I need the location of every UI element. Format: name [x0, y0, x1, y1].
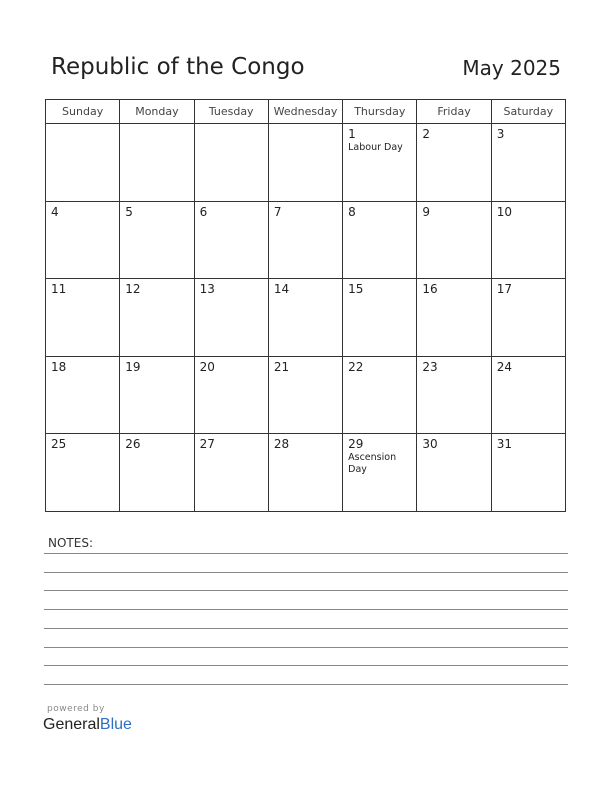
- week-row: [46, 124, 566, 202]
- holiday-label: Labour Day: [348, 142, 403, 153]
- day-number: 21: [273, 359, 290, 374]
- day-number: 11: [51, 282, 67, 297]
- empty-day-cell: [268, 124, 342, 202]
- day-cell[interactable]: [46, 434, 120, 512]
- day-cell[interactable]: [120, 434, 194, 512]
- note-line: [44, 647, 568, 648]
- day-number: 29: [348, 437, 364, 452]
- weekday-header: Sunday: [46, 100, 120, 124]
- day-cell[interactable]: [120, 201, 194, 279]
- weekday-header: Thursday: [343, 100, 417, 124]
- day-cell[interactable]: [46, 279, 120, 357]
- note-line: [44, 553, 568, 554]
- day-number: 14: [273, 282, 290, 297]
- day-number: 3: [496, 127, 505, 141]
- weekday-header: Monday: [120, 100, 194, 124]
- week-row: [46, 356, 566, 434]
- note-line: [44, 684, 568, 685]
- day-cell[interactable]: [120, 356, 194, 434]
- brand-name-blue: Blue: [99, 716, 132, 733]
- day-number: 4: [51, 204, 59, 219]
- day-number: 19: [125, 359, 141, 374]
- day-cell[interactable]: [268, 279, 342, 357]
- powered-by-label: powered by: [47, 704, 105, 714]
- brand-name-general: General: [43, 716, 100, 733]
- weekday-header: Tuesday: [194, 100, 268, 124]
- day-cell[interactable]: [343, 201, 417, 279]
- day-number: 28: [273, 437, 290, 452]
- day-cell[interactable]: [194, 434, 268, 512]
- note-line: [44, 590, 568, 591]
- day-number: 2: [422, 127, 431, 141]
- day-number: 6: [199, 204, 208, 219]
- day-number: 17: [496, 282, 512, 297]
- empty-day-cell: [120, 124, 194, 202]
- day-cell[interactable]: [343, 279, 417, 357]
- day-number: 25: [51, 437, 67, 452]
- week-row: [46, 279, 566, 357]
- day-cell[interactable]: [120, 279, 194, 357]
- calendar-body: [46, 124, 566, 512]
- day-cell[interactable]: [491, 279, 565, 357]
- empty-day-cell: [46, 124, 120, 202]
- day-number: 26: [125, 437, 141, 452]
- day-cell[interactable]: [46, 356, 120, 434]
- day-cell[interactable]: [491, 124, 565, 202]
- day-number: 23: [422, 359, 438, 374]
- day-cell[interactable]: [343, 124, 417, 202]
- day-cell[interactable]: [491, 201, 565, 279]
- day-number: 16: [422, 282, 438, 297]
- day-number: 7: [273, 204, 282, 219]
- note-line: [44, 665, 568, 666]
- holiday-label: Ascension Day: [348, 452, 397, 476]
- day-cell[interactable]: [491, 434, 565, 512]
- day-cell[interactable]: [268, 201, 342, 279]
- note-line: [44, 572, 568, 573]
- day-cell[interactable]: [417, 279, 491, 357]
- weekday-header-row: [46, 100, 566, 124]
- day-cell[interactable]: [417, 434, 491, 512]
- day-cell[interactable]: [417, 124, 491, 202]
- day-number: 22: [348, 359, 364, 374]
- week-row: [46, 201, 566, 279]
- day-cell[interactable]: [194, 279, 268, 357]
- note-line: [44, 628, 568, 629]
- day-number: 8: [348, 204, 356, 219]
- weekday-header: Friday: [417, 100, 491, 124]
- day-number: 9: [422, 204, 431, 219]
- day-cell[interactable]: [417, 201, 491, 279]
- day-number: 13: [199, 282, 215, 297]
- empty-day-cell: [194, 124, 268, 202]
- weekday-header: Wednesday: [268, 100, 342, 124]
- day-number: 20: [199, 359, 215, 374]
- month-year-label: May 2025: [462, 56, 561, 80]
- day-number: 31: [496, 437, 512, 452]
- brand-logo[interactable]: [43, 716, 132, 734]
- day-number: 24: [496, 359, 512, 374]
- day-number: 5: [125, 204, 133, 219]
- day-number: 18: [51, 359, 67, 374]
- day-cell[interactable]: [46, 201, 120, 279]
- day-number: 30: [422, 437, 438, 452]
- day-cell[interactable]: [268, 356, 342, 434]
- day-cell[interactable]: [268, 434, 342, 512]
- day-cell[interactable]: [491, 356, 565, 434]
- notes-label: NOTES:: [48, 536, 93, 550]
- day-number: 1: [348, 127, 356, 141]
- day-number: 15: [348, 282, 364, 297]
- day-cell[interactable]: [194, 201, 268, 279]
- day-number: 27: [199, 437, 215, 452]
- day-cell[interactable]: [343, 356, 417, 434]
- day-cell[interactable]: [194, 356, 268, 434]
- calendar-grid: [45, 99, 566, 512]
- week-row: [46, 434, 566, 512]
- day-cell[interactable]: [343, 434, 417, 512]
- day-number: 10: [496, 204, 512, 219]
- weekday-header: Saturday: [491, 100, 565, 124]
- day-number: 12: [125, 282, 141, 297]
- calendar-title: Republic of the Congo: [51, 54, 305, 80]
- day-cell[interactable]: [417, 356, 491, 434]
- note-line: [44, 609, 568, 610]
